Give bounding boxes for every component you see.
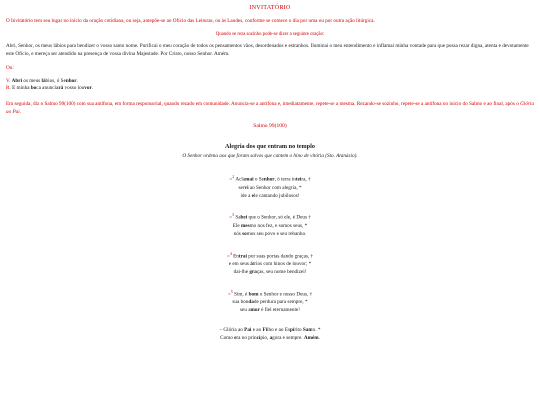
stanza-line [6, 251, 534, 262]
psalm-stanza [6, 212, 534, 238]
text-fragment: por suas portas dando graças, † [246, 253, 314, 260]
psalm-title: Alegria dos que entram no templo [225, 143, 315, 151]
text-fragment: Em seguida, diz o Salmo 99(100) com sua antífona, em forma responsorial, quando rezado em comunidade. Anuncia-se a antífona e, imediatamente, repete-se a mesma. Rezando-se sozinho, repete-se a antífona no início do Salmo e ao final, após o [6, 101, 521, 108]
text-fragment: gora e sempre. [272, 334, 304, 341]
stanza-line [6, 231, 534, 239]
opening-prayer: Abri, Senhor, os meus lábios para bendizer o vosso santo nome. Purificai o meu coração de todos os pensamentos vãos, desordenados e estranhos. Iluminai o meu entendimento e inflamai minha vontade para que possa rezar digna, atenta e devotamente este Ofício, e mereça ser atendido na presença de vossa divina Majestade. Por Cristo, nosso Senhor. Amém. [6, 43, 529, 58]
stanza-marker: = [227, 291, 231, 298]
text-fragment: mo nos fez, e somos seus, * [249, 223, 308, 229]
stanza-marker: = [229, 215, 233, 222]
text-fragment: dai-lhe [233, 268, 250, 275]
text-fragment: Ele [232, 223, 241, 229]
stanza-marker: = [226, 253, 230, 260]
text-fragment: vor [84, 85, 92, 92]
versicle-line [6, 78, 534, 86]
text-fragment: ra, † [301, 177, 311, 184]
psalm-rubric [6, 101, 534, 117]
text-fragment: lá [41, 77, 46, 84]
text-fragment: . [91, 85, 94, 92]
gloria-line [6, 335, 534, 343]
stanza-line [6, 299, 534, 307]
stanza-line [6, 261, 534, 269]
text-fragment: pio, [260, 334, 270, 341]
text-fragment: mai [245, 177, 254, 184]
text-fragment: Pai [244, 326, 252, 333]
text-fragment: bom [248, 291, 259, 298]
text-fragment: nós [233, 230, 243, 237]
stanza-marker: = [229, 177, 233, 184]
text-fragment: da [248, 299, 254, 306]
text-fragment: ra no prin [236, 334, 257, 341]
text-fragment: e ao [251, 326, 263, 333]
response-marker: R. [6, 85, 11, 92]
psalm-stanza [6, 251, 534, 277]
stanza-line [6, 212, 534, 223]
text-fragment: os meus [22, 77, 42, 84]
text-fragment: ser [238, 184, 245, 191]
text-fragment: a [269, 334, 273, 341]
text-fragment: e em seus [228, 261, 251, 268]
text-fragment: ca anuncia [36, 85, 59, 92]
text-fragment: gra [249, 268, 257, 275]
text-fragment: é fiel eternamente! [259, 307, 300, 314]
stanza-line [6, 307, 534, 315]
text-fragment: e [251, 192, 254, 199]
text-fragment: tei [295, 177, 302, 184]
text-fragment: . [318, 334, 320, 341]
intro-rubric: O Invitatório tem seu lugar no início da oração cotidiana, ou seja, antepõe-se ao Ofício das Leituras, ou às Laudes, conforme se comece o dia por uma ou por outra ação litúrgica. [6, 18, 375, 25]
text-fragment: . [76, 77, 78, 84]
text-fragment: vi [244, 184, 249, 191]
gloria-line [6, 327, 534, 335]
versicle-response [6, 78, 534, 94]
text-fragment: que o Senhor, só ele, é Deus † [247, 215, 311, 222]
versicle-marker: V. [6, 77, 11, 84]
text-fragment: . [19, 109, 21, 116]
text-fragment: E minha [10, 85, 31, 92]
text-fragment: Fi [262, 326, 268, 333]
text-fragment: seu a [240, 307, 251, 314]
verse-number: 5 [230, 288, 233, 294]
verse-number: 3 [232, 212, 235, 218]
text-fragment: , ó terra in [274, 177, 296, 184]
text-fragment: de perdura para sempre, * [253, 299, 308, 306]
page-title: INVITATÓRIO [249, 4, 291, 11]
text-fragment: cí [256, 334, 261, 341]
text-fragment: ças, seu nome bendizei! [256, 268, 307, 275]
psalm-stanza [6, 289, 534, 315]
stanza-line [6, 269, 534, 277]
stanza-line [6, 174, 534, 185]
gloria-doxology [6, 327, 534, 343]
text-fragment: mor [250, 307, 260, 314]
text-fragment: bo [30, 85, 37, 92]
verse-number: 2 [232, 174, 235, 180]
text-fragment: o Se [253, 177, 264, 184]
text-fragment: o Senhor e nosso Deus, † [258, 291, 313, 298]
text-fragment: Acla [234, 177, 246, 184]
text-fragment: trios com hinos de louvor; * [252, 261, 312, 268]
text-fragment: lho e ao Es [267, 326, 291, 333]
verse-number: 4 [229, 250, 232, 256]
text-fragment: San [302, 326, 312, 333]
text-fragment: Glória ao Pai [6, 101, 534, 116]
text-fragment: mes [240, 223, 250, 229]
text-fragment: sua bon [232, 299, 249, 306]
or-label: Ou: [6, 64, 14, 71]
text-fragment: rito [294, 326, 303, 333]
psalm-stanza [6, 174, 534, 200]
text-fragment: nhor [65, 77, 77, 84]
text-fragment: rá [58, 85, 64, 92]
stanza-line [6, 185, 534, 193]
text-fragment: – Glória ao [219, 326, 245, 333]
text-fragment: bios, ó Se [45, 77, 66, 84]
text-fragment: Amém [303, 334, 319, 341]
text-fragment: trai [238, 253, 247, 260]
text-fragment: á [250, 261, 253, 268]
stanza-line [6, 193, 534, 201]
text-fragment: Sa [234, 215, 241, 222]
stanza-line [6, 289, 534, 300]
text-fragment: Abri [11, 77, 23, 84]
text-fragment: ao Senhor com alegria, * [248, 184, 302, 191]
text-fragment: En [231, 253, 239, 260]
text-fragment: to. * [311, 326, 321, 333]
response-line [6, 85, 534, 93]
psalm-subtitle: O Senhor ordena aos que foram salvos que cantem o hino de vitória (Sto. Atanásio). [182, 152, 358, 159]
text-fragment: nhor [263, 177, 275, 184]
text-fragment: vosso lou [63, 85, 85, 92]
text-fragment: e [234, 334, 237, 341]
text-fragment: pí [290, 326, 295, 333]
psalm-reference: Salmo 99(100) [253, 122, 287, 129]
text-fragment: ide a [240, 192, 252, 199]
text-fragment: le cantando jubilosos! [254, 192, 300, 199]
text-fragment: so [242, 230, 247, 237]
text-fragment: mos seu povo e seu rebanho. [246, 230, 307, 237]
alone-note: Quando se reza sozinho pode-se dizer a seguinte oração: [215, 32, 325, 38]
text-fragment: Como [220, 334, 235, 341]
text-fragment: bei [240, 215, 248, 222]
stanza-line [6, 223, 534, 231]
text-fragment: Sim, é [232, 291, 249, 298]
